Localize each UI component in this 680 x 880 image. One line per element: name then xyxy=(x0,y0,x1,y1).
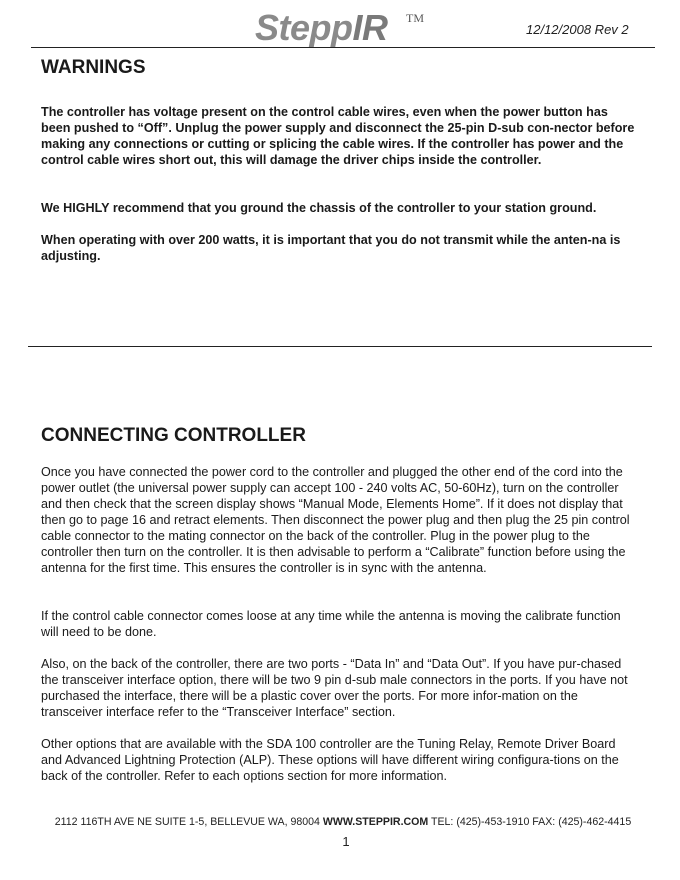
page-number: 1 xyxy=(342,834,350,849)
connecting-paragraph-setup: Once you have connected the power cord to the controller and plugged the other end of the cord into the power outlet (the universal power supply can accept 100 - 240 volts AC, 50-60Hz), turn on the controller and then check that the screen display shows “Manual Mode, Elements Home”. If it does not display that then go to page 16 and retract elements. Then disconnect the power plug and then plug the 25 pin control cable connector to the mating connector on the back of the controller. Plug in the power plug to the controller then turn on the controller. It is then advisable to perform a “Calibrate” function before using the antenna for the first time. This ensures the controller is in sync with the antenna. xyxy=(41,465,630,575)
header-divider xyxy=(31,47,655,48)
warnings-heading: WARNINGS xyxy=(41,57,146,78)
warning-paragraph-ground: We HIGHLY recommend that you ground the chassis of the controller to your station ground. xyxy=(41,201,597,215)
stepp-ir-logo xyxy=(255,4,388,52)
logo-main-text: Stepp xyxy=(255,7,353,48)
footer-address: 2112 116TH AVE NE SUITE 1-5, BELLEVUE WA, 98004 xyxy=(54,816,320,828)
connecting-paragraph-calibrate: If the control cable connector comes loose at any time while the antenna is moving the calibrate function will need to be done. xyxy=(41,609,621,639)
logo-accent-text: IR xyxy=(352,7,388,48)
footer-phone-fax: TEL: (425)-453-1910 FAX: (425)-462-4415 xyxy=(431,816,632,828)
warning-paragraph-transmit: When operating with over 200 watts, it is important that you do not transmit while the anten-na is adjusting. xyxy=(41,233,621,263)
connecting-controller-heading: CONNECTING CONTROLLER xyxy=(41,425,306,446)
warning-paragraph-voltage: The controller has voltage present on the control cable wires, even when the power button has been pushed to “Off”. Unplug the power supply and disconnect the 25-pin D-sub con-nector before making any connections or cutting or splicing the cable wires. If the controller has power and the control cable wires short out, this will damage the driver chips inside the controller. xyxy=(41,105,635,167)
section-divider xyxy=(28,346,652,347)
footer-website-link[interactable]: WWW.STEPPIR.COM xyxy=(322,816,429,828)
trademark-symbol: TM xyxy=(406,11,424,25)
connecting-paragraph-options: Other options that are available with the SDA 100 controller are the Tuning Relay, Remote Driver Board and Advanced Lightning Protection (ALP). These options will have different wiring configura-tions on the back of the controller. Refer to each options section for more information. xyxy=(41,737,619,783)
page-footer xyxy=(0,816,680,828)
document-date-revision: 12/12/2008 Rev 2 xyxy=(526,22,629,37)
connecting-paragraph-ports: Also, on the back of the controller, there are two ports - “Data In” and “Data Out”. If you have pur-chased the transceiver interface option, there will be two 9 pin d-sub male connectors in the ports. If you have not purchased the interface, there will be a plastic cover over the ports. For more infor-mation on the transceiver interface refer to the “Transceiver Interface” section. xyxy=(41,657,628,719)
